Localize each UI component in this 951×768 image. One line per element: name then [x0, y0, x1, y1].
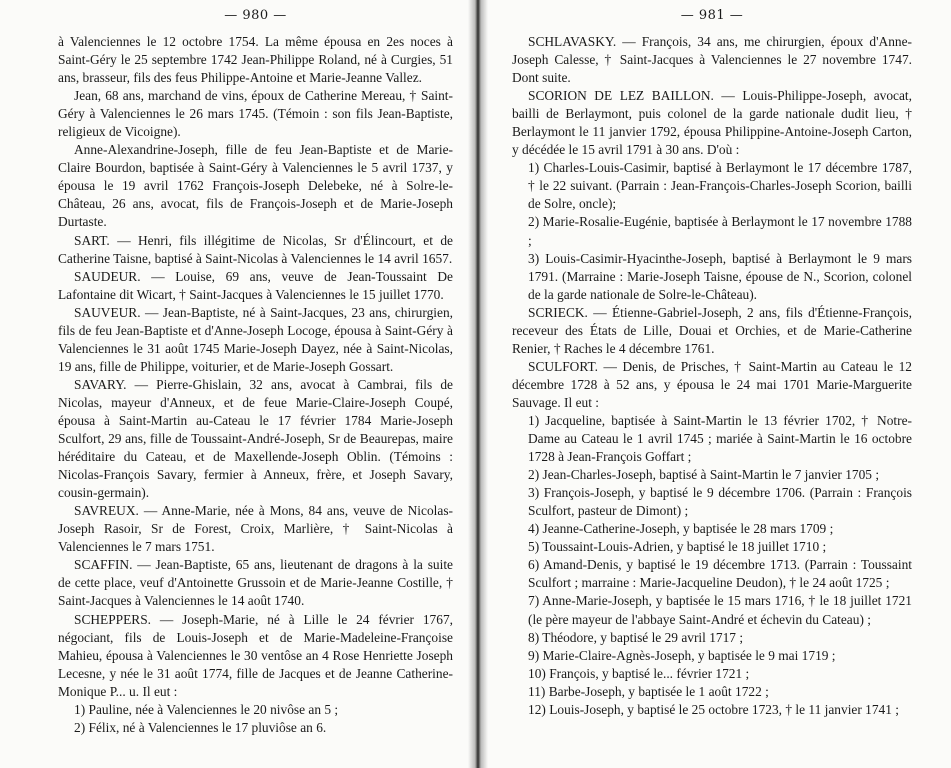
child-item: 2) Félix, né à Valenciennes le 17 pluviôse an 6.: [74, 719, 327, 735]
child-item: 7) Anne-Marie-Joseph, y baptisée le 15 mars 1716, † le 18 juillet 1721 (le père mayeur de l'abbaye Saint-André et échevin du Cateau) ;: [528, 593, 912, 627]
right-page-text: [512, 33, 912, 719]
entry-scrieck: SCRIECK. — Étienne-Gabriel-Joseph, 2 ans, fils d'Étienne-François, receveur des États de Lille, Douai et Orchies, et de Marie-Catherine Renier, † Raches le 4 décembre 1761.: [512, 304, 912, 356]
entry-schlavasky: SCHLAVASKY. — François, 34 ans, me chirurgien, époux d'Anne-Joseph Calesse, † Saint-Jacques à Valenciennes le 27 novembre 1747. Dont suite.: [512, 34, 912, 86]
child-item: 1) Charles-Louis-Casimir, baptisé à Berlaymont le 17 décembre 1787, † le 22 suivant. (Parrain : Jean-François-Charles-Joseph Scorion, bailli de Solre, oncle);: [528, 160, 912, 212]
paragraph: à Valenciennes le 12 octobre 1754. La même épousa en 2es noces à Saint-Géry le 25 septembre 1742 Jean-Philippe Roland, né à Curgies, 51 ans, brasseur, fils des feus Philippe-Antoine et Marie-Jeanne Vallez.: [58, 34, 453, 86]
child-item: 5) Toussaint-Louis-Adrien, y baptisé le 18 juillet 1710 ;: [528, 539, 827, 555]
entry-sculfort: SCULFORT. — Denis, de Prisches, † Saint-Martin au Cateau le 12 décembre 1728 à 52 ans, y épousa le 24 mai 1701 Marie-Marguerite Sauvage. Il eut :: [512, 358, 912, 410]
child-item: 6) Amand-Denis, y baptisé le 19 décembre 1713. (Parrain : Toussaint Sculfort ; marraine : Marie-Jacqueline Deudon), † le 24 août 1725 ;: [528, 557, 912, 591]
left-page: [58, 0, 453, 737]
entry-scheppers: SCHEPPERS. — Joseph-Marie, né à Lille le 24 février 1767, négociant, fils de Louis-Joseph et de Marie-Madeleine-Françoise Mahieu, épousa à Valenciennes le 30 ventôse an 4 Rose Henriette Joseph Lecesne, y née le 31 août 1774, fille de Jacques et de Jeanne Catherine-Monique P... u. Il eut :: [58, 611, 453, 699]
entry-saudeur: SAUDEUR. — Louise, 69 ans, veuve de Jean-Toussaint De Lafontaine dit Wicart, † Saint-Jacques à Valenciennes le 15 juillet 1770.: [58, 268, 453, 302]
paragraph: Anne-Alexandrine-Joseph, fille de feu Jean-Baptiste et de Marie-Claire Bourdon, baptisée à Saint-Géry à Valenciennes le 5 avril 1737, y épousa le 19 avril 1762 François-Joseph Delebeke, né à Solre-le-Château, 26 ans, avocat, fils de François-Joseph et de Marie-Joseph Durtaste.: [58, 142, 453, 230]
child-item: 4) Jeanne-Catherine-Joseph, y baptisée le 28 mars 1709 ;: [528, 521, 834, 537]
child-item: 12) Louis-Joseph, y baptisé le 25 octobre 1723, † le 11 janvier 1741 ;: [528, 701, 900, 717]
child-item: 3) Louis-Casimir-Hyacinthe-Joseph, baptisé à Berlaymont le 9 mars 1791. (Marraine : Marie-Joseph Taisne, épouse de N., Scorion, colonel de la garde nationale de Solre-le-Château).: [528, 250, 912, 302]
child-item: 8) Théodore, y baptisé le 29 avril 1717 ;: [528, 629, 744, 645]
child-item: 2) Jean-Charles-Joseph, baptisé à Saint-Martin le 7 janvier 1705 ;: [528, 467, 880, 483]
child-item: 3) François-Joseph, y baptisé le 9 décembre 1706. (Parrain : François Sculfort, pasteur de Dimont) ;: [528, 485, 912, 519]
child-item: 10) François, y baptisé le... février 1721 ;: [528, 665, 750, 681]
entry-scorion: SCORION DE LEZ BAILLON. — Louis-Philippe-Joseph, avocat, bailli de Berlaymont, puis colonel de la garde nationale dudit lieu, † Berlaymont le 11 janvier 1792, épousa Philippine-Antoine-Joseph Carton, y décédée le 15 avril 1791 à 30 ans. D'où :: [512, 88, 912, 158]
entry-sart: SART. — Henri, fils illégitime de Nicolas, Sr d'Élincourt, et de Catherine Taisne, baptisé à Saint-Nicolas à Valenciennes le 14 avril 1657.: [58, 232, 453, 266]
book-gutter: [468, 0, 488, 768]
child-item: 1) Jacqueline, baptisée à Saint-Martin le 13 février 1702, † Notre-Dame au Cateau le 1 avril 1745 ; mariée à Saint-Martin le 16 octobre 1728 à Jean-François Goffart ;: [528, 412, 912, 465]
entry-sauveur: SAUVEUR. — Jean-Baptiste, né à Saint-Jacques, 23 ans, chirurgien, fils de feu Jean-Baptiste et d'Anne-Joseph Locoge, épousa à Saint-Géry à Valenciennes le 31 août 1745 Marie-Joseph Dayez, née à Saint-Nicolas, 19 ans, fille de Philippe, voiturier, et de Marie-Joseph Gossart.: [58, 304, 453, 374]
page-number: — 980 —: [224, 8, 287, 23]
child-item: 9) Marie-Claire-Agnès-Joseph, y baptisée le 9 mai 1719 ;: [528, 647, 836, 663]
child-item: 11) Barbe-Joseph, y baptisée le 1 août 1722 ;: [528, 683, 769, 699]
paragraph: Jean, 68 ans, marchand de vins, époux de Catherine Mereau, † Saint-Géry à Valenciennes le 26 mars 1745. (Témoin : son fils Jean-Baptiste, religieux de Vicoigne).: [58, 88, 453, 140]
left-page-text: [58, 33, 453, 737]
entry-savreux: SAVREUX. — Anne-Marie, née à Mons, 84 ans, veuve de Nicolas-Joseph Rasoir, Sr de Forest, Croix, Marlière, † Saint-Nicolas à Valenciennes le 7 mars 1751.: [58, 503, 453, 555]
page-number: — 981 —: [680, 8, 744, 23]
child-item: 1) Pauline, née à Valenciennes le 20 nivôse an 5 ;: [74, 701, 339, 717]
entry-savary: SAVARY. — Pierre-Ghislain, 32 ans, avocat à Cambrai, fils de Nicolas, mayeur d'Anneux, et de feue Marie-Claire-Joseph Coupé, épousa à Saint-Martin au-Cateau le 17 février 1784 Marie-Joseph Sculfort, 29 ans, fille de Toussaint-André-Joseph, Sr de Beaurepas, maire héréditaire du Cateau, et de Maxellende-Joseph Oblin. (Témoins : Nicolas-François Savary, fermier à Anneux, frère, et Joseph Savary, cousin-germain).: [58, 376, 453, 501]
right-page: [512, 0, 912, 719]
entry-scaffin: SCAFFIN. — Jean-Baptiste, 65 ans, lieutenant de dragons à la suite de cette place, veuf d'Antoinette Grussoin et de Marie-Jeanne Costille, † Saint-Jacques à Valenciennes le 14 août 1740.: [58, 557, 453, 609]
child-item: 2) Marie-Rosalie-Eugénie, baptisée à Berlaymont le 17 novembre 1788 ;: [528, 214, 912, 248]
